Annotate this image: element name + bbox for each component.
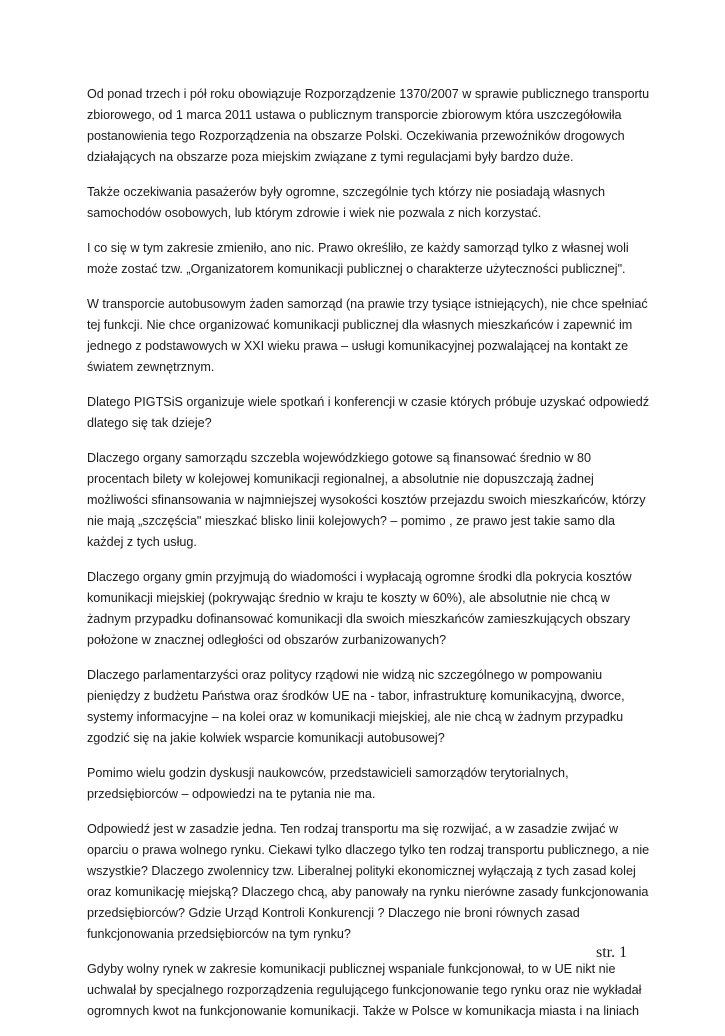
paragraph: W transporcie autobusowym żaden samorząd (na prawie trzy tysiące istniejących), nie chce spełniać tej funkcji. Nie chce organizować komunikacji publicznej dla własnych mieszkańców i zapewnić im jednego z podstawowych w XXI wieku prawa – usługi komunikacyjnej pozwalającej na kontakt ze światem zewnętrznym. xyxy=(87,297,648,374)
paragraph: Odpowiedź jest w zasadzie jedna. Ten rodzaj transportu ma się rozwijać, a w zasadzie zwijać w oparciu o prawa wolnego rynku. Ciekawi tylko dlaczego tylko ten rodzaj transportu publicznego, a nie wszystkie? Dlaczego zwolennicy tzw. Liberalnej polityki ekonomicznej wyłączają z tych zasad kolej oraz komunikację miejską? Dlaczego chcą, aby panowały na rynku nierówne zasady funkcjonowania przedsiębiorców? Gdzie Urząd Kontroli Konkurencji ? Dlaczego nie broni równych zasad funkcjonowania przedsiębiorców na tym rynku? xyxy=(87,822,650,941)
document-body xyxy=(87,84,652,1036)
paragraph: Dlaczego organy samorządu szczebla wojewódzkiego gotowe są finansować średnio w 80 procentach bilety w kolejowej komunikacji regionalnej, a absolutnie nie dopuszczają żadnej możliwości sfinansowania w najmniejszej wysokości kosztów przejazdu swoich mieszkańców, którzy nie mają „szczęścia" mieszkać blisko linii kolejowych? – pomimo , ze prawo jest takie samo dla każdej z tych usług. xyxy=(87,451,646,549)
paragraph: Gdyby wolny rynek w zakresie komunikacji publicznej wspaniale funkcjonował, to w UE nikt nie uchwalał by specjalnego rozporządzenia regulującego funkcjonowanie tego rynku oraz nie wykładał ogromnych kwot na funkcjonowanie komunikacji. Także w Polsce w komunikacja miasta i na liniach xyxy=(87,962,642,1018)
paragraph: Dlaczego parlamentarzyści oraz politycy rządowi nie widzą nic szczególnego w pompowaniu pieniędzy z budżetu Państwa oraz środków UE na - tabor, infrastrukturę komunikacyjną, dworce, systemy informacyjne – na kolei oraz w komunikacji miejskiej, ale nie chcą w żadnym przypadku zgodzić się na jakie kolwiek wsparcie komunikacji autobusowej? xyxy=(87,668,625,745)
paragraph: Od ponad trzech i pół roku obowiązuje Rozporządzenie 1370/2007 w sprawie publicznego transportu zbiorowego, od 1 marca 2011 ustawa o publicznym transporcie zbiorowym która uszczegółowiła postanowienia tego Rozporządzenia na obszarze Polski. Oczekiwania przewoźników drogowych działających na obszarze poza miejskim związane z tymi regulacjami były bardzo duże. xyxy=(87,87,650,164)
paragraph: Dlatego PIGTSiS organizuje wiele spotkań i konferencji w czasie których próbuje uzyskać odpowiedź dlatego się tak dzieje? xyxy=(87,395,650,430)
paragraph: Pomimo wielu godzin dyskusji naukowców, przedstawicieli samorządów terytorialnych, przedsiębiorców – odpowiedzi na te pytania nie ma. xyxy=(87,766,569,801)
paragraph: Dlaczego organy gmin przyjmują do wiadomości i wypłacają ogromne środki dla pokrycia kosztów komunikacji miejskiej (pokrywając średnio w kraju te koszty w 60%), ale absolutnie nie chcą w żadnym przypadku dofinansować komunikacji dla swoich mieszkańców zamieszkujących obszary położone w znacznej odległości od obszarów zurbanizowanych? xyxy=(87,570,632,647)
page-number: str. 1 xyxy=(596,944,628,961)
paragraph: I co się w tym zakresie zmieniło, ano nic. Prawo określiło, ze każdy samorząd tylko z własnej woli może zostać tzw. „Organizatorem komunikacji publicznej o charakterze użyteczności publicznej". xyxy=(87,241,629,276)
paragraph: Także oczekiwania pasażerów były ogromne, szczególnie tych którzy nie posiadają własnych samochodów osobowych, lub którym zdrowie i wiek nie pozwala z nich korzystać. xyxy=(87,185,605,220)
